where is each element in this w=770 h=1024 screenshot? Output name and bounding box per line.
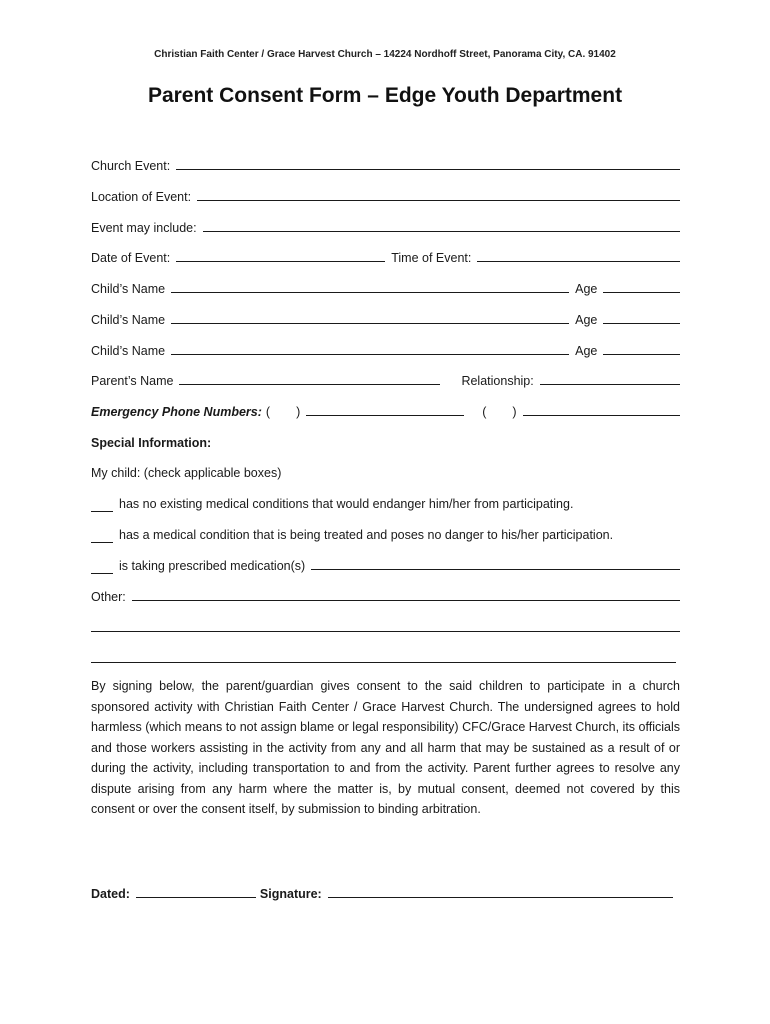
emergency-row bbox=[91, 400, 680, 420]
other-row bbox=[91, 585, 680, 605]
option-3-text: is taking prescribed medication(s) bbox=[119, 559, 306, 573]
child-row-2 bbox=[91, 308, 680, 328]
signature-field[interactable] bbox=[328, 897, 673, 898]
paren-open: ( bbox=[482, 405, 487, 419]
event-include-field[interactable] bbox=[203, 231, 680, 232]
parent-name-label: Parent’s Name bbox=[91, 374, 174, 388]
dated-field[interactable] bbox=[136, 897, 256, 898]
age-label: Age bbox=[575, 313, 598, 327]
child-name-field[interactable] bbox=[171, 354, 569, 355]
location-field[interactable] bbox=[197, 200, 680, 201]
check-instruction: My child: (check applicable boxes) bbox=[91, 466, 282, 480]
time-label: Time of Event: bbox=[391, 251, 472, 265]
medication-field[interactable] bbox=[311, 569, 680, 570]
signature-row bbox=[91, 882, 673, 902]
relationship-label: Relationship: bbox=[461, 374, 534, 388]
date-time-row bbox=[91, 246, 680, 266]
option-row-2 bbox=[91, 523, 680, 543]
consent-paragraph: By signing below, the parent/guardian gives consent to the said children to participate in a church sponsored activity with Christian Faith Center / Grace Harvest Church. The undersigned agrees to hold harmless (which means to not assign blame or legal responsibility) CFC/Grace Harvest Church, its officials and those workers assisting in the activity from any and all harm that may be sustained as a result of or during the activity, including transportation to and from the activity. Parent further agrees to resolve any dispute arising from any harm where the matter is, by mutual consent, deemed not covered by this consent or over the consent itself, by submission to binding arbitration. bbox=[91, 679, 680, 816]
location-row bbox=[91, 185, 680, 205]
other-label: Other: bbox=[91, 590, 126, 604]
child-name-field[interactable] bbox=[171, 323, 569, 324]
child-name-label: Child’s Name bbox=[91, 313, 166, 327]
age-label: Age bbox=[575, 344, 598, 358]
event-include-label: Event may include: bbox=[91, 221, 197, 235]
dated-label: Dated: bbox=[91, 887, 130, 901]
other-field-line-2[interactable] bbox=[91, 631, 680, 632]
age-field[interactable] bbox=[603, 292, 680, 293]
option-row-1 bbox=[91, 492, 680, 512]
church-address-header: Christian Faith Center / Grace Harvest Church – 14224 Nordhoff Street, Panorama City, CA. 91402 bbox=[154, 49, 616, 60]
signature-label: Signature: bbox=[259, 887, 322, 901]
paren-close: ) bbox=[512, 405, 517, 419]
church-event-field[interactable] bbox=[176, 169, 680, 170]
checkbox-blank-1[interactable] bbox=[91, 511, 113, 512]
option-row-3 bbox=[91, 554, 680, 574]
form-title: Parent Consent Form – Edge Youth Department bbox=[147, 84, 623, 107]
checkbox-blank-2[interactable] bbox=[91, 542, 113, 543]
church-event-row bbox=[91, 154, 680, 174]
special-heading-row bbox=[91, 431, 680, 451]
age-label: Age bbox=[575, 282, 598, 296]
special-info-heading: Special Information: bbox=[91, 436, 212, 450]
age-field[interactable] bbox=[603, 323, 680, 324]
other-field[interactable] bbox=[132, 600, 680, 601]
child-row-3 bbox=[91, 339, 680, 359]
location-label: Location of Event: bbox=[91, 190, 192, 204]
child-name-field[interactable] bbox=[171, 292, 569, 293]
church-event-label: Church Event: bbox=[91, 159, 171, 173]
emergency-phone-1-field[interactable] bbox=[306, 415, 464, 416]
child-name-label: Child’s Name bbox=[91, 344, 166, 358]
option-1-text: has no existing medical conditions that would endanger him/her from participating. bbox=[119, 497, 574, 511]
emergency-label: Emergency Phone Numbers: bbox=[91, 405, 262, 419]
date-label: Date of Event: bbox=[91, 251, 171, 265]
event-include-row bbox=[91, 216, 680, 236]
other-field-line-3[interactable] bbox=[91, 662, 676, 663]
child-row-1 bbox=[91, 277, 680, 297]
checkbox-blank-3[interactable] bbox=[91, 573, 113, 574]
emergency-phone-2-field[interactable] bbox=[523, 415, 680, 416]
relationship-field[interactable] bbox=[540, 384, 680, 385]
option-2-text: has a medical condition that is being treated and poses no danger to his/her participation. bbox=[119, 528, 614, 542]
parent-name-field[interactable] bbox=[179, 384, 440, 385]
instruction-row bbox=[91, 461, 680, 481]
paren-open: ( bbox=[265, 405, 271, 419]
parent-row bbox=[91, 369, 680, 389]
date-field[interactable] bbox=[176, 261, 385, 262]
paren-close: ) bbox=[296, 405, 301, 419]
child-name-label: Child’s Name bbox=[91, 282, 166, 296]
time-field[interactable] bbox=[477, 261, 680, 262]
age-field[interactable] bbox=[603, 354, 680, 355]
